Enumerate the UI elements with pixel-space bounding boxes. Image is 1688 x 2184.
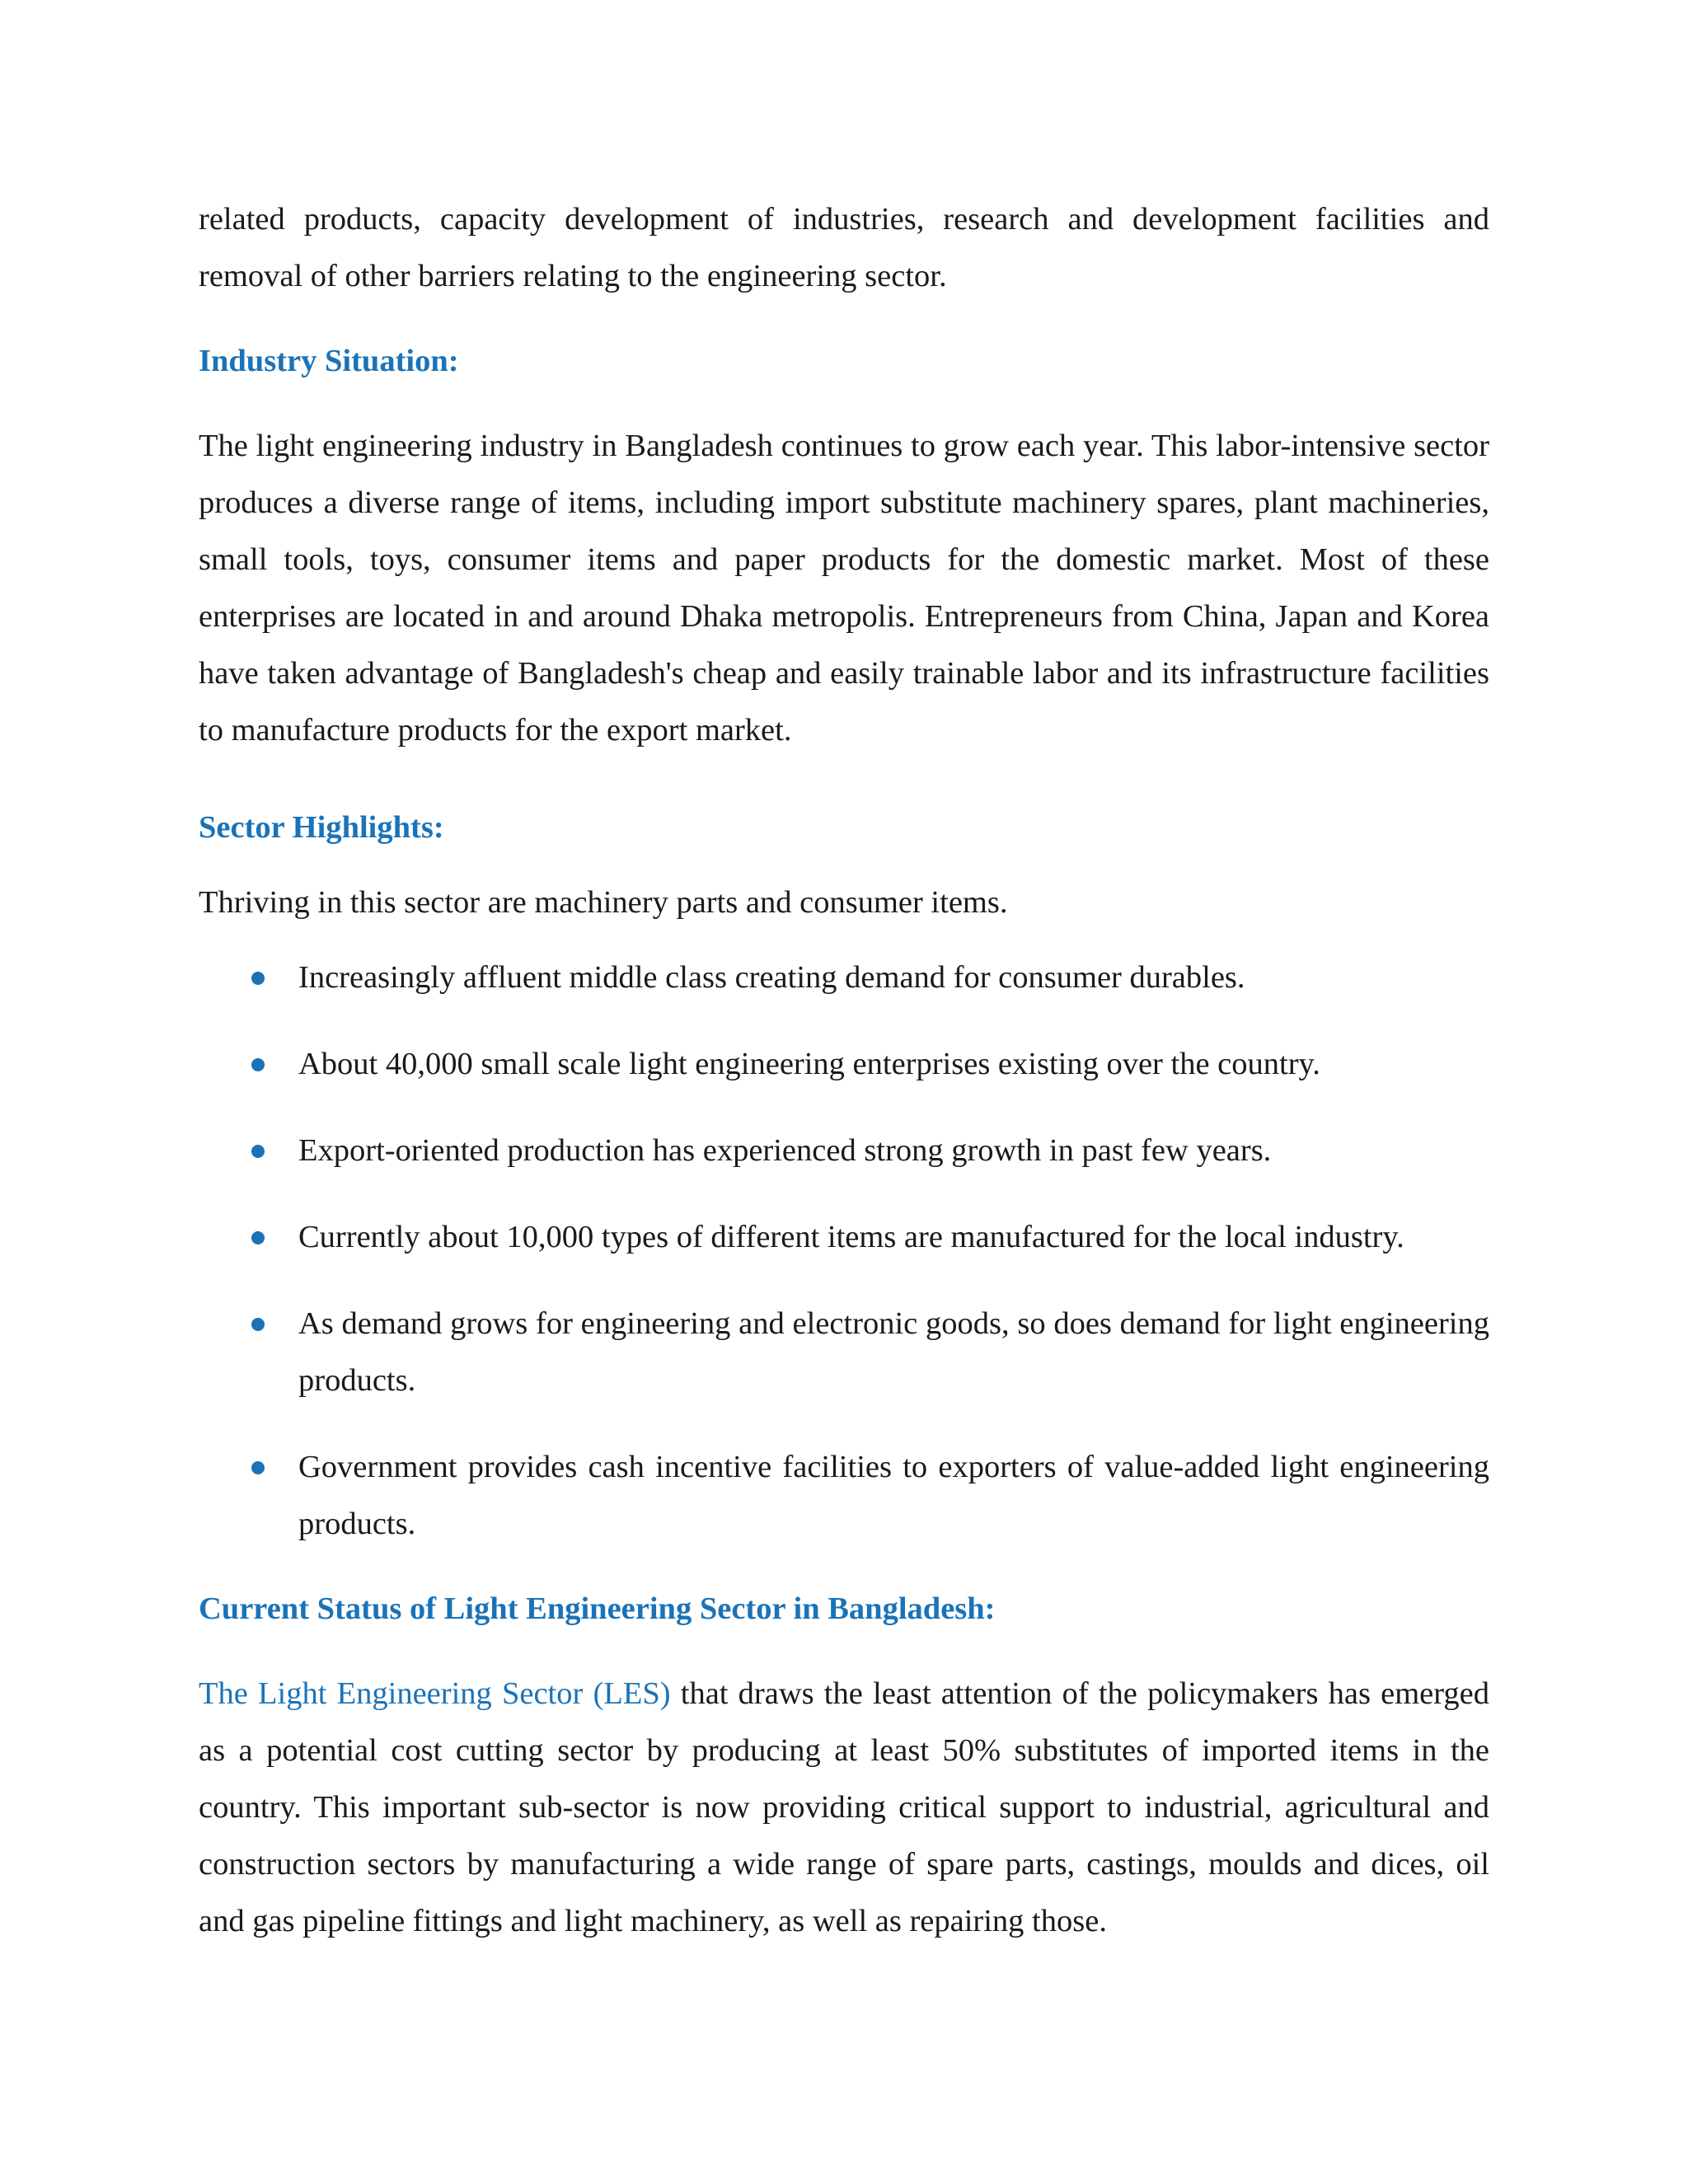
bullet-icon: [251, 972, 265, 985]
sector-highlights-intro: Thriving in this sector are machinery parts and consumer items.: [199, 885, 1008, 920]
bullet-icon: [251, 1318, 265, 1331]
sector-highlights-heading: Sector Highlights:: [199, 810, 444, 845]
list-item-text: Government provides cash incentive facilities to exporters of value-added light engineering products.: [298, 1450, 1489, 1541]
sector-highlights-list: [199, 949, 1489, 1553]
list-item-text: About 40,000 small scale light engineering enterprises existing over the country.: [298, 1047, 1320, 1081]
bullet-icon: [251, 1058, 265, 1071]
page-content: [199, 191, 1489, 1950]
list-item: [199, 1036, 1489, 1093]
list-item: [199, 1122, 1489, 1179]
list-item: [199, 1209, 1489, 1266]
intro-continuation-paragraph: related products, capacity development of industries, research and development facilities and removal of other barriers relating to the engineering sector.: [199, 202, 1489, 293]
current-status-paragraph: [199, 1666, 1489, 1950]
bullet-icon: [251, 1145, 265, 1158]
list-item-text: Export-oriented production has experienced strong growth in past few years.: [298, 1133, 1272, 1168]
bullet-icon: [251, 1461, 265, 1474]
les-link[interactable]: The Light Engineering Sector (LES): [199, 1676, 671, 1711]
industry-situation-paragraph: The light engineering industry in Bangladesh continues to grow each year. This labor-intensive sector produces a diverse range of items, including import substitute machinery spares, plant machineries, small tools, toys, consumer items and paper products for the domestic market. Most of these enterprises are located in and around Dhaka metropolis. Entrepreneurs from China, Japan and Korea have taken advantage of Bangladesh's cheap and easily trainable labor and its infrastructure facilities to manufacture products for the export market.: [199, 429, 1489, 748]
list-item-text: As demand grows for engineering and electronic goods, so does demand for light engineering products.: [298, 1306, 1489, 1398]
list-item-text: Currently about 10,000 types of different items are manufactured for the local industry.: [298, 1220, 1404, 1254]
bullet-icon: [251, 1231, 265, 1244]
list-item: [199, 1439, 1489, 1553]
industry-situation-heading: Industry Situation:: [199, 344, 459, 378]
list-item: [199, 1296, 1489, 1409]
list-item: [199, 949, 1489, 1006]
list-item-text: Increasingly affluent middle class creating demand for consumer durables.: [298, 960, 1245, 995]
current-status-heading: Current Status of Light Engineering Sector in Bangladesh:: [199, 1591, 996, 1626]
current-status-paragraph-text: that draws the least attention of the policymakers has emerged as a potential cost cutting sector by producing at least 50% substitutes of imported items in the country. This important sub-sector is now providing critical support to industrial, agricultural and construction sectors by manufacturing a wide range of spare parts, castings, moulds and dices, oil and gas pipeline fittings and light machinery, as well as repairing those.: [199, 1676, 1489, 1938]
